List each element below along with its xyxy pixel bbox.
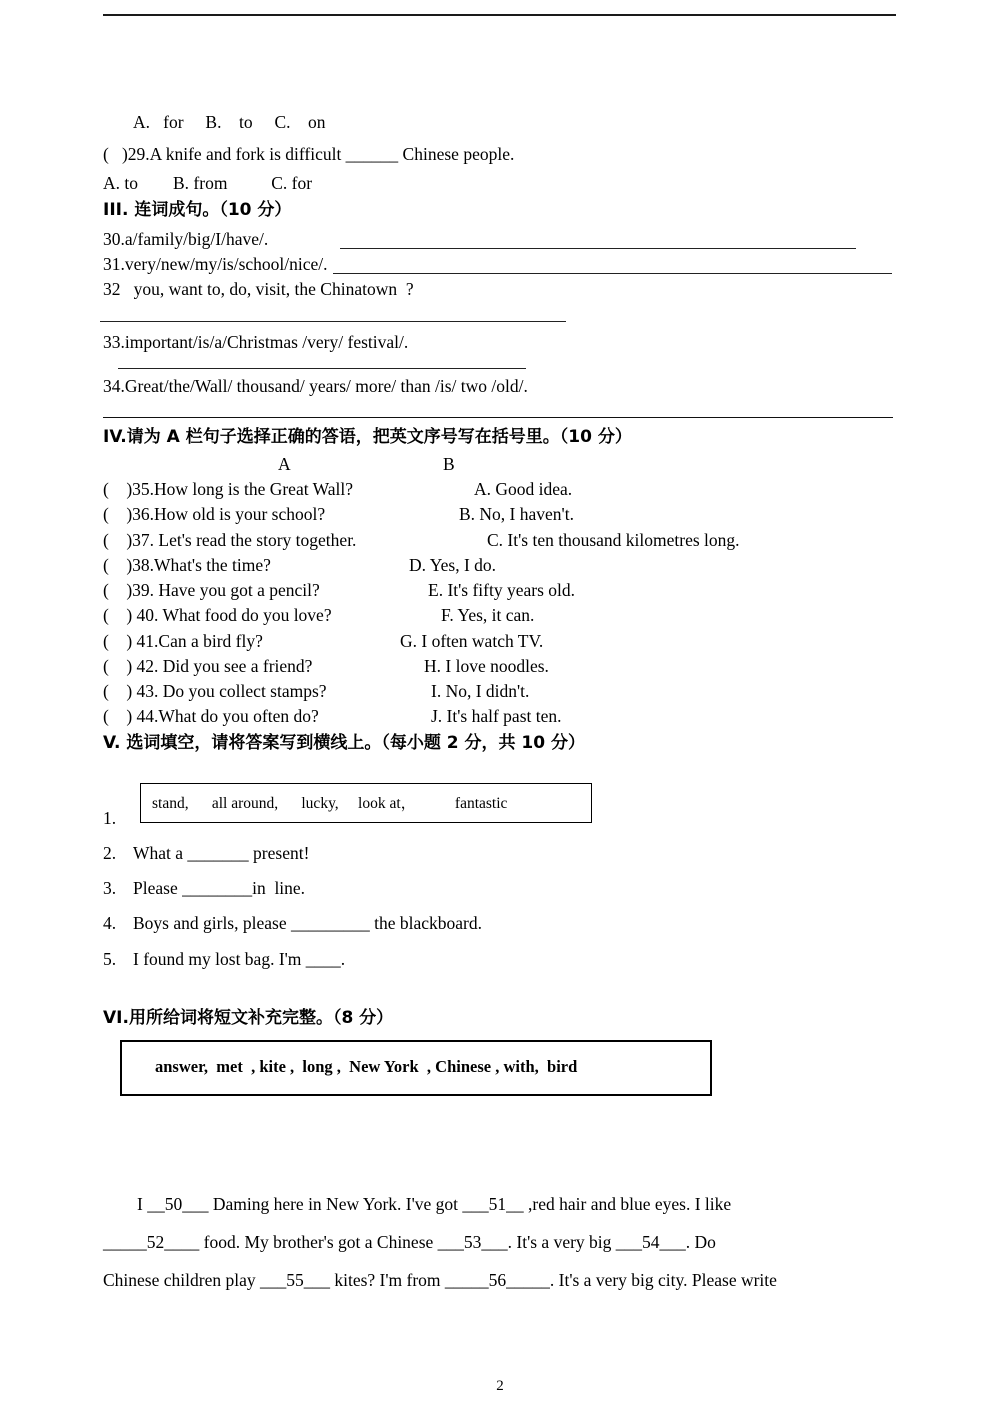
match-item-37[interactable]: ( )37. Let's read the story together.: [103, 530, 357, 550]
cloze-passage-line-1[interactable]: I __50___ Daming here in New York. I've got ___51__ ,red hair and blue eyes. I like: [137, 1194, 732, 1214]
match-item-44[interactable]: ( ) 44.What do you often do?: [103, 706, 319, 726]
fill-item-4-number: 4.: [103, 913, 117, 933]
section-v-heading: V. 选词填空，请将答案写到横线上。（每小题 2 分，共 10 分）: [103, 733, 586, 753]
match-item-42[interactable]: ( ) 42. Did you see a friend?: [103, 656, 313, 676]
section-iii-item-34: 34.Great/the/Wall/ thousand/ years/ more/ than /is/ two /old/.: [103, 376, 528, 396]
match-answer-a: A. Good idea.: [474, 479, 573, 499]
page-number: 2: [496, 1378, 504, 1394]
fill-item-4[interactable]: Boys and girls, please _________ the blackboard.: [133, 913, 482, 933]
section-vi-heading: VI.用所给词将短文补充完整。（8 分）: [103, 1008, 394, 1028]
match-answer-f: F. Yes, it can.: [441, 605, 535, 625]
cloze-passage-line-3[interactable]: Chinese children play ___55___ kites? I'm from _____56_____. It's a very big city. Please write: [103, 1270, 777, 1290]
match-item-36[interactable]: ( )36.How old is your school?: [103, 504, 326, 524]
q28-options-line: A. for B. to C. on: [133, 112, 326, 132]
fill-item-3-number: 3.: [103, 878, 117, 898]
section-iv-heading: IV.请为 A 栏句子选择正确的答语，把英文序号写在括号里。（10 分）: [103, 427, 632, 447]
cloze-passage-line-2[interactable]: _____52____ food. My brother's got a Chinese ___53___. It's a very big ___54___. Do: [103, 1232, 716, 1252]
column-a-header: A: [278, 454, 291, 474]
match-item-38[interactable]: ( )38.What's the time?: [103, 555, 271, 575]
match-answer-i: I. No, I didn't.: [431, 681, 530, 701]
match-item-41[interactable]: ( ) 41.Can a bird fly?: [103, 631, 263, 651]
question-29: ( )29.A knife and fork is difficult ______ Chinese people.: [103, 144, 515, 164]
section-iii-item-32: 32 you, want to, do, visit, the Chinatown ?: [103, 279, 414, 299]
answer-line-33[interactable]: [118, 368, 526, 369]
answer-line-30[interactable]: [340, 248, 856, 249]
fill-item-2[interactable]: What a _______ present!: [133, 843, 310, 863]
section-iii-item-33: 33.important/is/a/Christmas /very/ festival/.: [103, 332, 409, 352]
match-answer-b: B. No, I haven't.: [459, 504, 574, 524]
match-answer-h: H. I love noodles.: [424, 656, 549, 676]
column-b-header: B: [443, 454, 455, 474]
word-bank-v-text: stand, all around, lucky, look at， fantastic: [152, 795, 508, 812]
word-bank-vi-text: answer, met , kite , long , New York , Chinese , with, bird: [155, 1057, 578, 1076]
match-item-40[interactable]: ( ) 40. What food do you love?: [103, 605, 332, 625]
question-29-options: A. to B. from C. for: [103, 173, 313, 193]
fill-item-3[interactable]: Please ________in line.: [133, 878, 306, 898]
match-answer-e: E. It's fifty years old.: [428, 580, 576, 600]
section-iii-item-31: 31.very/new/my/is/school/nice/.: [103, 254, 328, 274]
match-item-35[interactable]: ( )35.How long is the Great Wall?: [103, 479, 354, 499]
fill-item-5[interactable]: I found my lost bag. I'm ____.: [133, 949, 346, 969]
match-item-39[interactable]: ( )39. Have you got a pencil?: [103, 580, 320, 600]
page-top-rule: [103, 14, 896, 16]
answer-line-34[interactable]: [103, 417, 893, 418]
section-iii-item-30: 30.a/family/big/I/have/.: [103, 229, 269, 249]
section-iii-heading: III. 连词成句。（10 分）: [103, 200, 292, 220]
match-answer-d: D. Yes, I do.: [409, 555, 497, 575]
match-item-43[interactable]: ( ) 43. Do you collect stamps?: [103, 681, 327, 701]
match-answer-j: J. It's half past ten.: [431, 706, 562, 726]
answer-line-31[interactable]: [333, 273, 892, 274]
fill-item-5-number: 5.: [103, 949, 117, 969]
answer-line-32[interactable]: [100, 321, 566, 322]
fill-item-1-number: 1.: [103, 808, 117, 828]
match-answer-c: C. It's ten thousand kilometres long.: [487, 530, 740, 550]
fill-item-2-number: 2.: [103, 843, 117, 863]
match-answer-g: G. I often watch TV.: [400, 631, 544, 651]
